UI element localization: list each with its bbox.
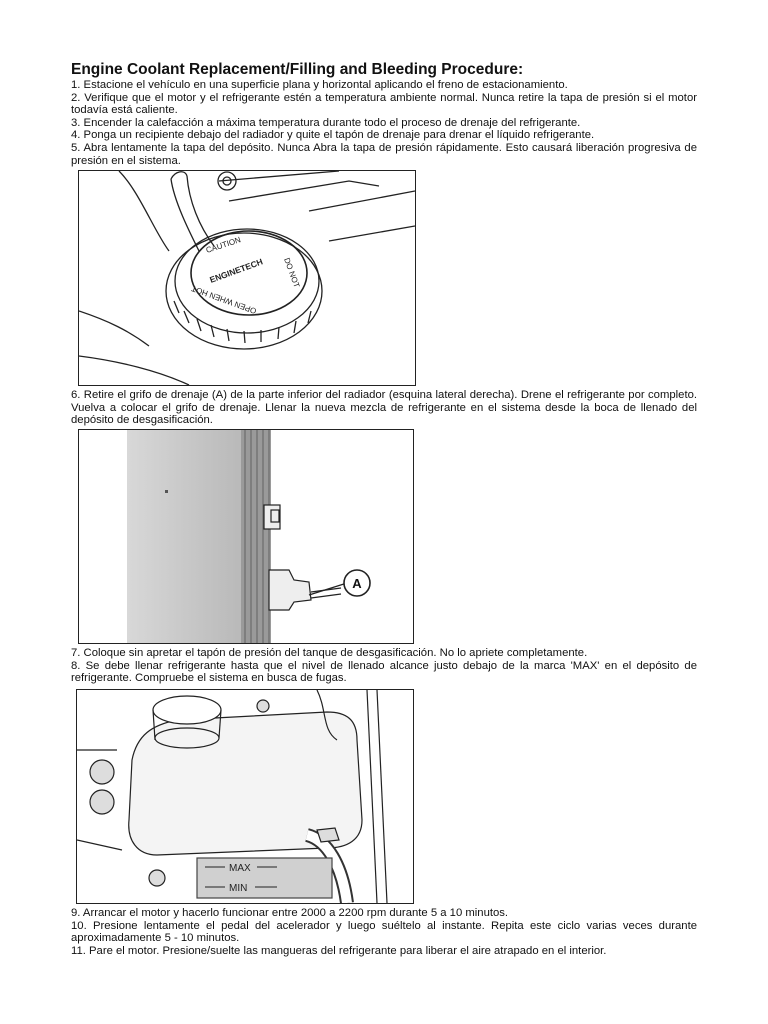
page-title: Engine Coolant Replacement/Filling and Bleeding Procedure: (71, 61, 524, 78)
step-6-block (71, 389, 697, 427)
cap-donot-text: DO NOT (282, 256, 302, 289)
steps-7-8 (71, 647, 697, 685)
figure-radiator-drain (78, 429, 414, 644)
step-9: 9. Arrancar el motor y hacerlo funcionar entre 2000 a 2200 rpm durante 5 a 10 minutos. (71, 907, 509, 919)
callout-a-label: A (352, 576, 362, 591)
step-8: 8. Se debe llenar refrigerante hasta que el nivel de llenado alcance justo debajo de la marca 'MAX' en el depósito de refrigerante. Compruebe el sistema en busca de fugas. (71, 659, 697, 685)
figure-pressure-cap (78, 170, 416, 386)
pressure-cap-illustration (79, 171, 415, 385)
max-mark-label: MAX (229, 863, 251, 874)
radiator-illustration (79, 430, 413, 643)
steps-9-11 (71, 907, 697, 957)
step-2: 2. Verifique que el motor y el refrigerante estén a temperatura ambiente normal. Nunca retire la tapa de presión si el motor todavía está caliente. (71, 91, 697, 117)
step-3: 3. Encender la calefacción a máxima temperatura durante todo el proceso de drenaje del refrigerante. (71, 116, 581, 129)
reservoir-illustration (77, 690, 413, 903)
step-10: 10. Presione lentamente el pedal del acelerador y luego suéltelo al instante. Repita este ciclo varias veces durante aproximadamente 5 - 10 minutos. (71, 919, 697, 945)
steps-1-5 (71, 79, 697, 167)
min-mark-label: MIN (229, 883, 248, 894)
cap-openwhenhot-text: OPEN WHEN HOT (190, 283, 258, 316)
figure-coolant-reservoir (76, 689, 414, 904)
step-4: 4. Ponga un recipiente debajo del radiador y quite el tapón de drenaje para drenar el líquido refrigerante. (71, 129, 595, 142)
cap-caution-text: CAUTION (204, 235, 242, 255)
cap-brand-text: ENGINETECH (208, 256, 265, 285)
step-5: 5. Abra lentamente la tapa del depósito. Nunca Abra la tapa de presión rápidamente. Esto causará liberación progresiva de presión en el sistema. (71, 141, 697, 167)
step-1: 1. Estacione el vehículo en una superficie plana y horizontal aplicando el freno de estacionamiento. (71, 79, 568, 91)
step-7: 7. Coloque sin apretar el tapón de presión del tanque de desgasificación. No lo apriete completamente. (71, 647, 588, 659)
step-11: 11. Pare el motor. Presione/suelte las mangueras del refrigerante para liberar el aire atrapado en el interior. (71, 944, 607, 957)
step-6: 6. Retire el grifo de drenaje (A) de la parte inferior del radiador (esquina lateral derecha). Drene el refrigerante por completo. Vuelva a colocar el grifo de drenaje. Llenar la nueva mezcla de refrigerante en el sistema desde la boca de llenado del depósito de desgasificación. (71, 389, 697, 427)
